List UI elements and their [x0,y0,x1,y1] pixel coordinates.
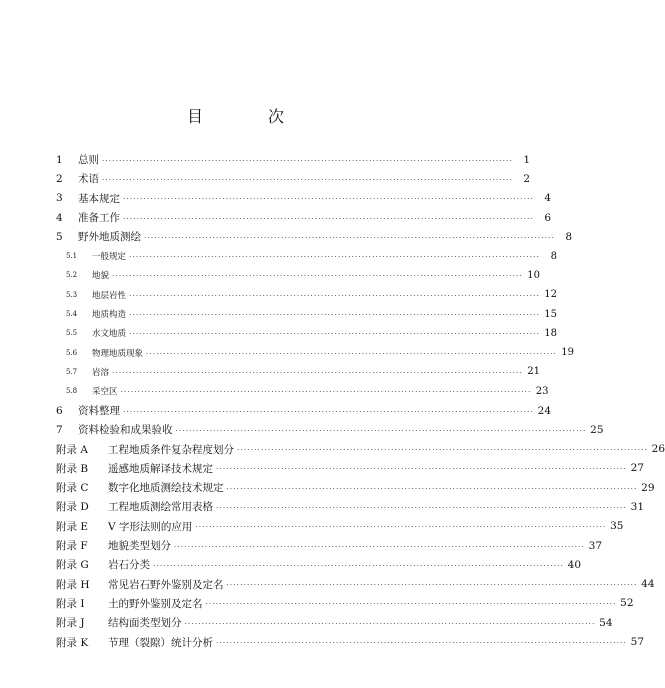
toc-entry [56,362,541,381]
dot-leader: ························································································································ [120,388,532,397]
toc-entry-title: 资料整理 [78,405,120,417]
toc-entry-title: 一般规定 [92,252,127,263]
toc-entry-page: 44 [641,578,655,591]
toc-entry [56,555,582,574]
dot-leader: ························································································································ [102,175,514,184]
table-of-contents [56,150,665,652]
toc-entry-page: 31 [630,500,645,513]
toc-entry-title: 常见岩石野外鉴别及定名 [108,578,224,591]
toc-entry-number: 5.2 [66,271,78,280]
toc-entry-title: 总则 [78,154,99,167]
toc-entry [56,382,549,401]
toc-entry-page: 2 [523,172,531,185]
toc-entry [56,594,634,613]
toc-entry [56,536,603,555]
toc-entry [56,343,575,362]
toc-entry-title: 地貌 [92,271,110,282]
toc-entry-title: 地层岩性 [92,290,127,301]
toc-entry-number: 5.7 [66,367,78,376]
toc-entry-page: 25 [590,423,604,436]
toc-entry-title: 工程地质测绘常用表格 [108,501,213,514]
toc-entry-page: 6 [544,211,552,224]
toc-entry-page: 19 [561,347,575,359]
page-title: 目 次 [186,107,315,126]
toc-entry-title: 水文地质 [92,329,127,340]
toc-entry-title: 基本规定 [78,192,120,205]
toc-entry-page: 29 [641,481,655,494]
toc-entry-number: 5.1 [66,252,78,261]
toc-entry [56,632,645,651]
toc-entry [56,478,655,497]
toc-entry [56,285,558,304]
toc-entry-number: 附录 D [56,501,89,514]
toc-entry-page: 4 [544,192,552,205]
toc-entry-title: 地貌类型划分 [108,540,171,553]
toc-entry-number: 5.8 [66,387,78,396]
toc-entry [56,613,613,632]
toc-entry-page: 35 [610,520,624,533]
toc-entry [56,246,558,265]
toc-entry [56,324,558,343]
toc-entry-number: 3 [56,192,63,205]
toc-entry-title: 结构面类型划分 [108,617,182,630]
toc-entry-number: 附录 A [56,443,88,456]
toc-entry-number: 附录 C [56,482,89,495]
toc-entry-page: 21 [527,366,541,378]
dot-leader: ························································································································ [123,407,535,416]
toc-entry [56,208,552,227]
toc-entry-number: 4 [56,211,63,224]
toc-entry-page: 24 [537,404,552,417]
toc-entry-page: 23 [535,385,549,397]
toc-entry-page: 15 [544,308,558,320]
toc-entry-title: 土的野外鉴别及定名 [108,597,203,610]
toc-entry-page: 27 [630,462,645,475]
dot-leader: ························································································································ [129,253,541,262]
toc-entry-title: 采空区 [92,387,118,398]
toc-entry [56,189,552,208]
toc-entry-title: 物理地质现象 [92,348,144,359]
dot-leader: ························································································································ [216,503,628,512]
toc-entry-number: 5.5 [66,329,78,338]
toc-entry-number: 5 [56,230,63,243]
toc-entry [56,575,655,594]
dot-leader: ························································································································ [175,426,587,435]
dot-leader: ························································································································ [129,291,541,300]
toc-entry-number: 附录 G [56,559,89,572]
dot-leader: ························································································································ [216,465,628,474]
toc-entry-page: 37 [588,539,603,552]
dot-leader: ························································································································ [226,484,638,493]
toc-entry-number: 5.3 [66,290,78,299]
toc-entry-number: 5.4 [66,310,78,319]
toc-entry-page: 57 [630,636,645,649]
dot-leader: ························································································································ [112,368,524,377]
toc-entry-number: 附录 K [56,636,89,649]
toc-entry-number: 附录 B [56,462,89,475]
toc-entry [56,304,558,323]
toc-entry [56,401,552,420]
toc-entry-page: 52 [620,597,634,610]
dot-leader: ························································································································ [102,156,514,165]
dot-leader: ························································································································ [129,330,541,339]
toc-entry-title: 准备工作 [78,212,120,225]
toc-entry [56,150,531,169]
toc-entry-number: 7 [56,423,63,436]
dot-leader: ························································································································ [205,600,617,609]
toc-entry-title: 遥感地质解译技术规定 [108,462,213,475]
toc-entry-title: 野外地质测绘 [78,231,141,244]
dot-leader: ························································································································ [146,349,558,358]
toc-entry-number: 附录 I [56,597,85,610]
toc-entry-page: 26 [651,443,665,456]
toc-entry [56,439,665,458]
toc-entry-title: 地质构造 [92,310,127,321]
toc-entry-page: 12 [544,289,558,301]
toc-entry-page: 1 [523,153,531,166]
dot-leader: ························································································································ [226,581,638,590]
toc-entry-title: 数字化地质测绘技术规定 [108,482,224,495]
toc-entry-title: 工程地质条件复杂程度划分 [108,443,234,456]
dot-leader: ························································································································ [237,446,649,455]
toc-entry [56,459,645,478]
toc-entry [56,227,573,246]
toc-entry-title: 岩溶 [92,367,110,378]
toc-entry-title: V 字形法则的应用 [108,520,193,533]
toc-entry-page: 54 [599,616,613,629]
dot-leader: ························································································································ [144,233,556,242]
toc-entry-number: 附录 E [56,520,89,533]
dot-leader: ························································································································ [184,619,596,628]
toc-entry-title: 岩石分类 [108,559,150,572]
dot-leader: ························································································································ [123,214,535,223]
toc-entry-page: 18 [544,327,558,339]
toc-entry-title: 术语 [78,173,99,186]
dot-leader: ························································································································ [216,639,628,648]
toc-entry [56,420,604,439]
dot-leader: ························································································································ [129,311,541,320]
dot-leader: ························································································································ [123,195,535,204]
dot-leader: ························································································································ [174,542,586,551]
dot-leader: ························································································································ [153,561,565,570]
toc-entry-page: 10 [527,269,541,281]
toc-entry [56,266,541,285]
toc-entry-number: 5.6 [66,348,78,357]
toc-entry-number: 附录 F [56,540,88,553]
toc-entry-title: 节理（裂隙）统计分析 [108,636,213,649]
toc-entry-page: 8 [565,230,573,243]
toc-entry-number: 6 [56,404,63,417]
toc-entry-number: 附录 J [56,617,85,630]
toc-entry-number: 附录 H [56,578,90,591]
toc-entry-title: 资料检验和成果验收 [78,424,173,437]
toc-entry-page: 40 [567,558,582,571]
dot-leader: ························································································································ [195,523,607,532]
toc-entry [56,517,624,536]
toc-entry-number: 1 [56,153,63,166]
toc-entry-number: 2 [56,172,63,185]
toc-entry [56,169,531,188]
toc-entry [56,497,645,516]
toc-entry-page: 8 [550,250,558,262]
dot-leader: ························································································································ [112,272,524,281]
